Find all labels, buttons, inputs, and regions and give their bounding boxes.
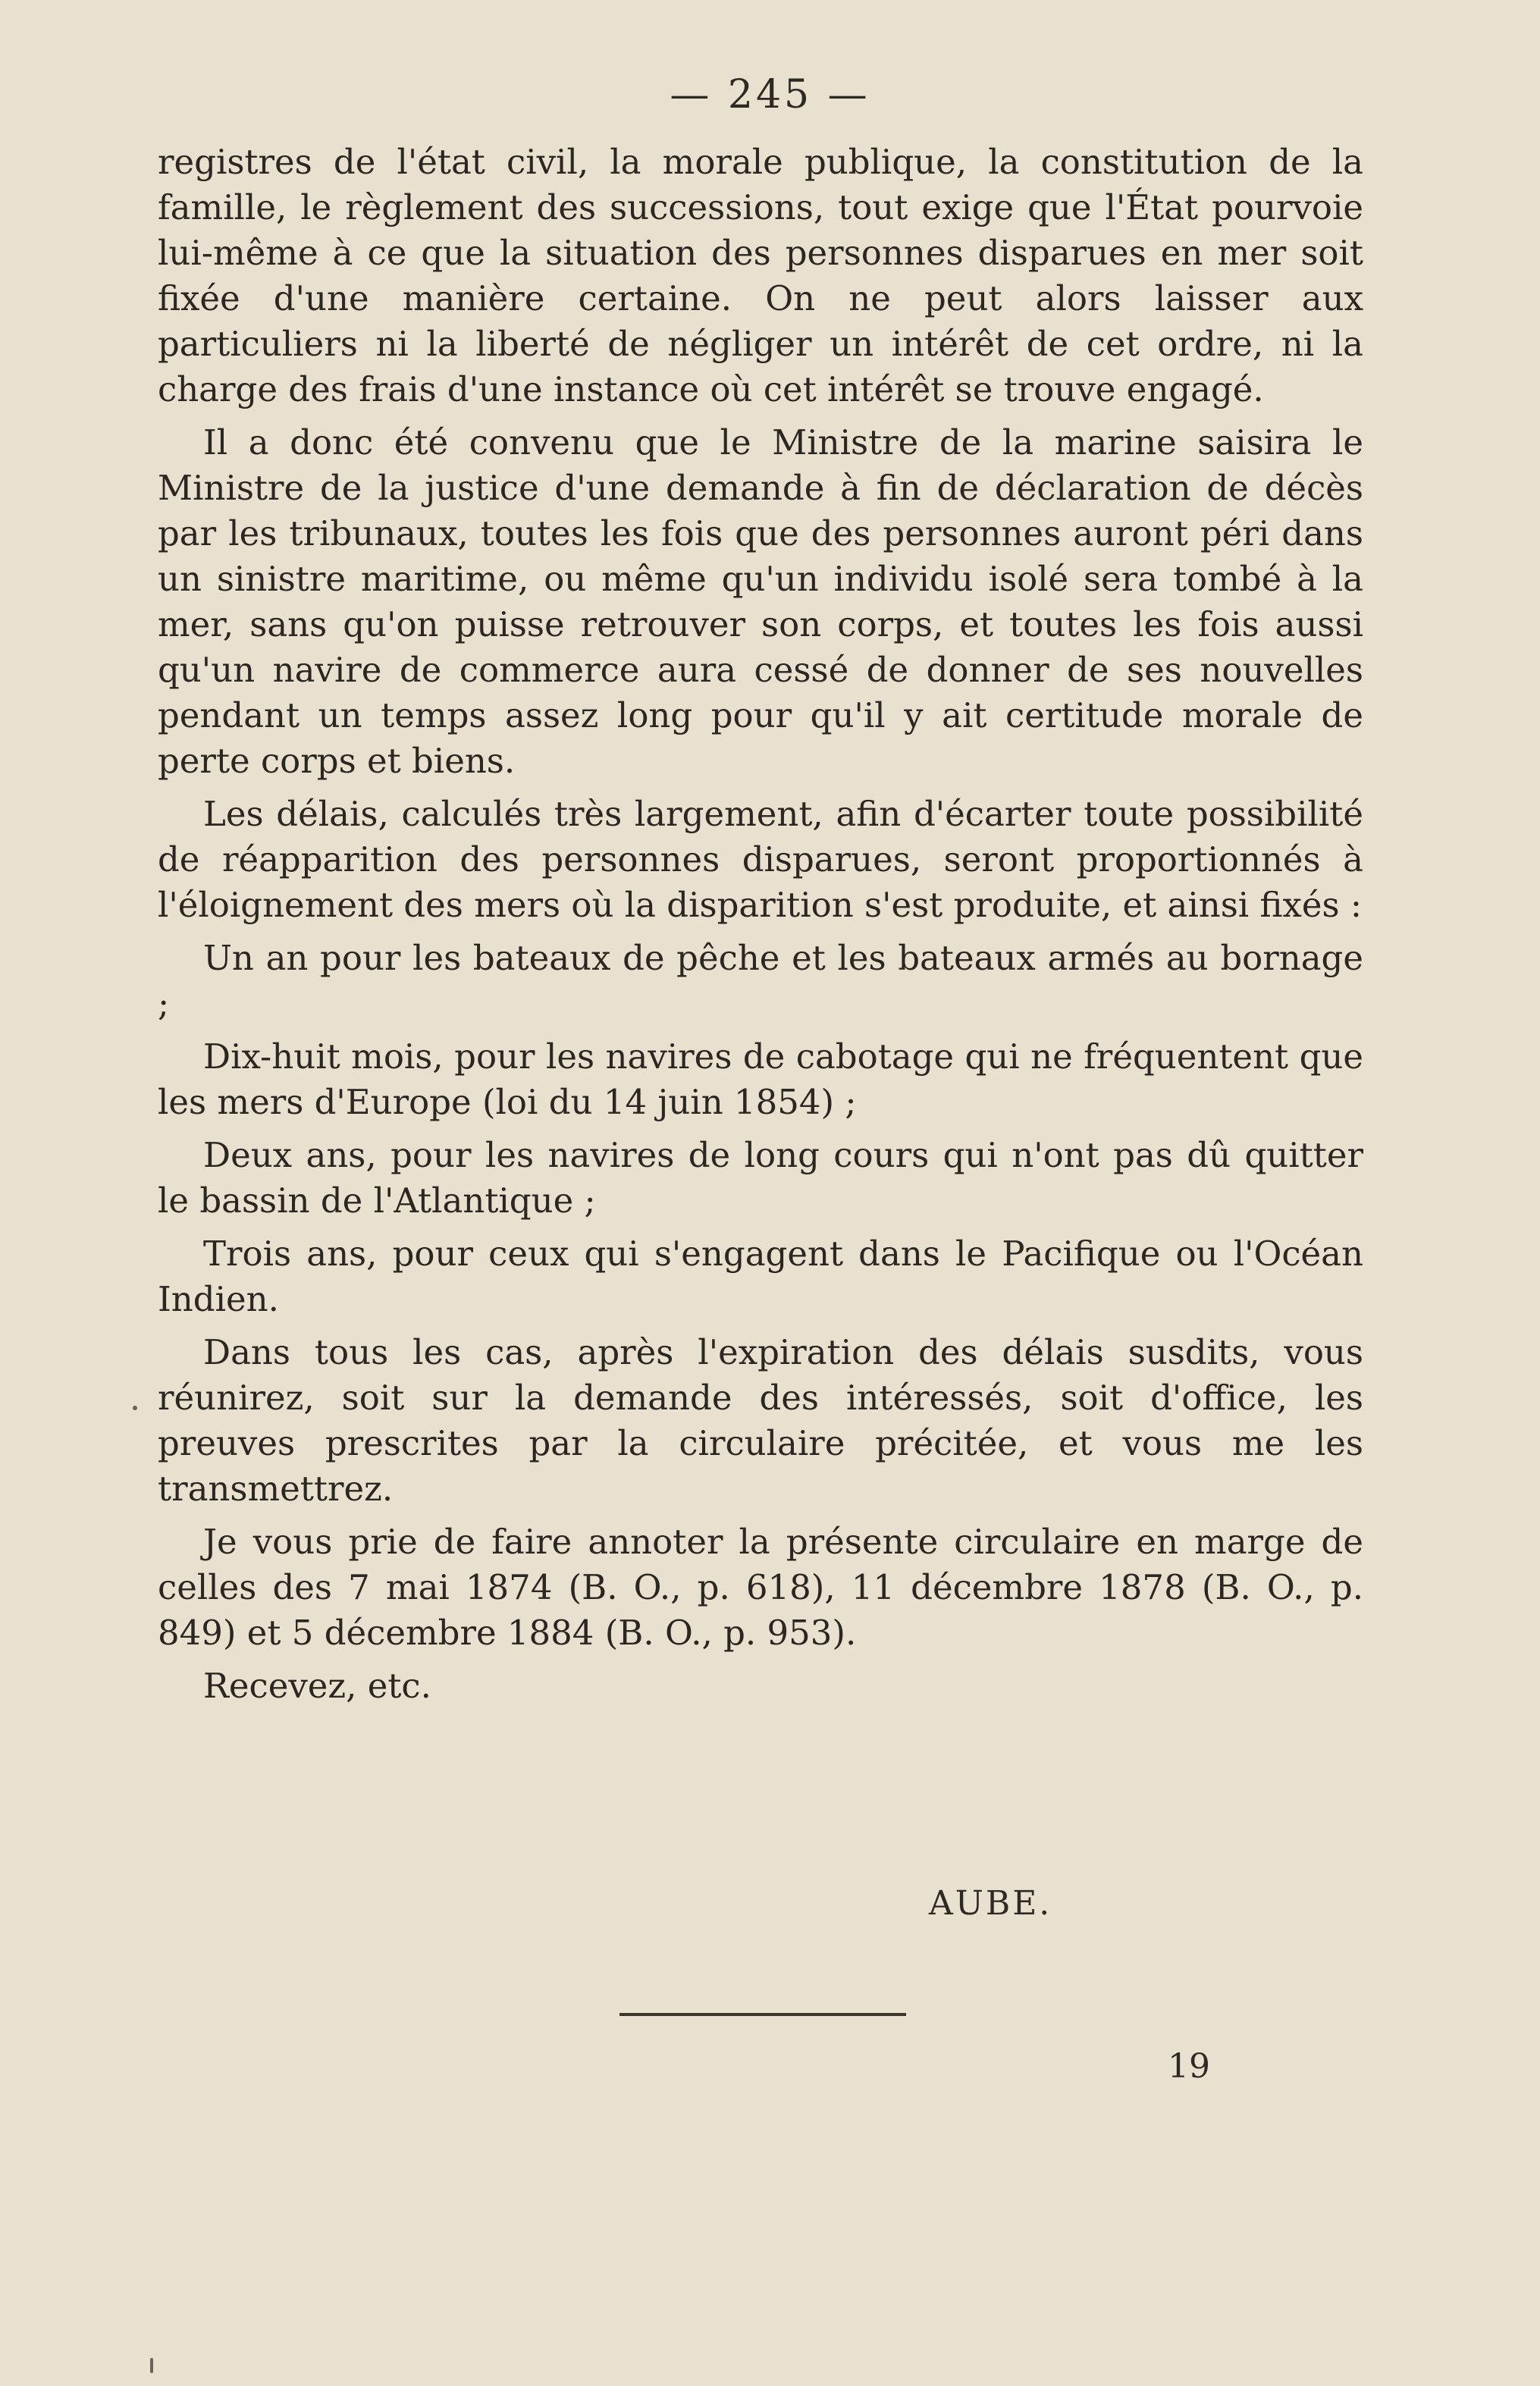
paragraph-ministre: Il a donc été convenu que le Ministre de la marine saisira le Ministre de la justice d'une demande à fin de déclaration de décès par les tribunaux, toutes les fois que des personnes auront péri dans un sinistre maritime, ou même qu'un individu isolé sera tombé à la mer, sans qu'on puisse retrouver son corps, et toutes les fois aussi qu'un navire de commerce aura cessé de donner de ses nouvelles pendant un temps assez long pour qu'il y ait certitude morale de perte corps et biens.	[158, 422, 1363, 781]
paragraph-un-an: Un an pour les bateaux de pêche et les bateaux armés au bornage ;	[158, 938, 1363, 1024]
ink-speck	[150, 2358, 153, 2373]
paragraph-trois-ans: Trois ans, pour ceux qui s'engagent dans le Pacifique ou l'Océan Indien.	[158, 1234, 1363, 1319]
body-text	[158, 140, 1363, 1717]
paragraph-tous-les-cas: Dans tous les cas, après l'expiration des délais susdits, vous réunirez, soit sur la demande des intéressés, soit d'office, les preuves prescrites par la circulaire précitée, et vous me les transmettrez.	[158, 1332, 1363, 1509]
sheet-number: 19	[1168, 2047, 1210, 2086]
paragraph-annoter: Je vous prie de faire annoter la présente circulaire en marge de celles des 7 mai 1874 (B. O., p. 618), 11 décembre 1878 (B. O., p. 849) et 5 décembre 1884 (B. O., p. 953).	[158, 1522, 1363, 1653]
paragraph-recevez: Recevez, etc.	[203, 1666, 431, 1706]
horizontal-rule	[619, 2013, 906, 2016]
signature: AUBE.	[929, 1884, 1052, 1923]
paragraph-delais: Les délais, calculés très largement, afin d'écarter toute possibilité de réapparition des personnes disparues, seront proportionnés à l'éloignement des mers où la disparition s'est produite, et ainsi fixés :	[158, 794, 1363, 925]
paragraph-continuation: registres de l'état civil, la morale publique, la constitution de la famille, le règlement des successions, tout exige que l'État pourvoie lui-même à ce que la situation des personnes disparues en mer soit fixée d'une manière certaine. On ne peut alors laisser aux particuliers ni la liberté de négliger un intérêt de cet ordre, ni la charge des frais d'une instance où cet intérêt se trouve engagé.	[158, 142, 1363, 409]
ink-speck	[133, 1406, 137, 1410]
paragraph-deux-ans: Deux ans, pour les navires de long cours qui n'ont pas dû quitter le bassin de l'Atlantique ;	[158, 1135, 1363, 1221]
page-number-header: — 245 —	[670, 72, 870, 118]
paragraph-dix-huit-mois: Dix-huit mois, pour les navires de cabotage qui ne fréquentent que les mers d'Europe (loi du 14 juin 1854) ;	[158, 1036, 1363, 1122]
